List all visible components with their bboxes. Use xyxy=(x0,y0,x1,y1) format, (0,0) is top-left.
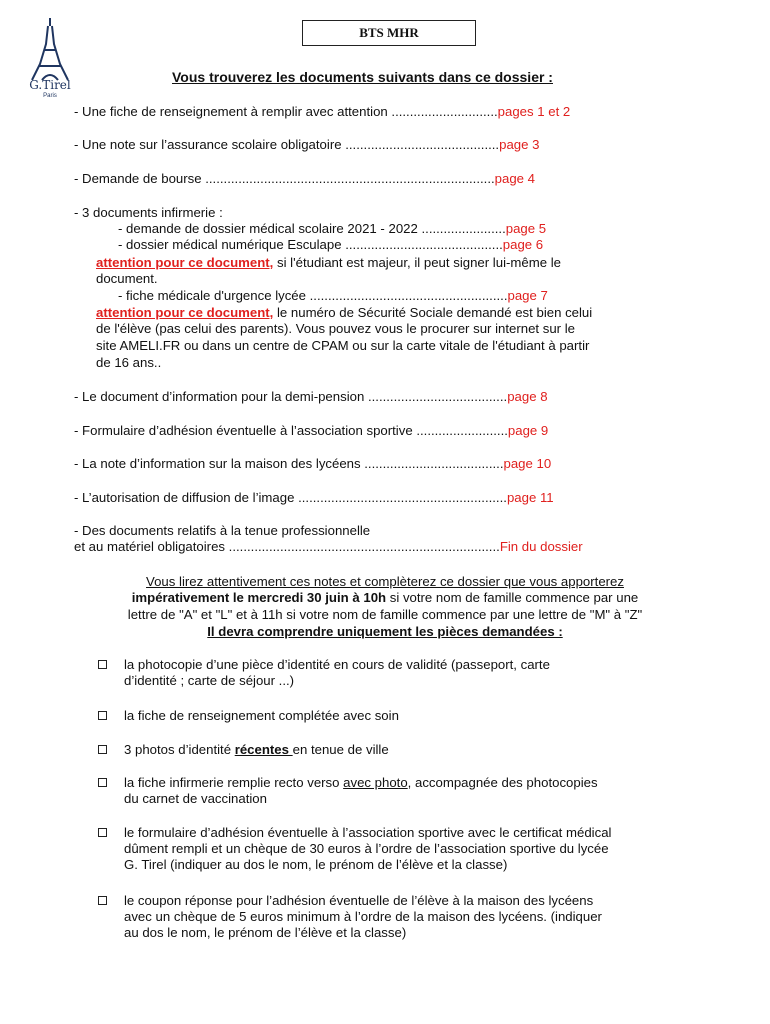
logo-name: G.Tirel xyxy=(29,78,71,92)
checkbox[interactable] xyxy=(98,828,107,837)
list-item: - Le document d’information pour la demi-pension ......................................page 8 xyxy=(74,389,548,404)
checkbox[interactable] xyxy=(98,896,107,905)
attention-note-cont: de 16 ans.. xyxy=(96,355,162,370)
list-subitem: - demande de dossier médical scolaire 2021 - 2022 .......................page 5 xyxy=(118,221,547,236)
attention-note-cont: document. xyxy=(96,271,158,286)
list-item: - Une fiche de renseignement à remplir avec attention .............................pages 1 et 2 xyxy=(74,104,571,119)
instructions-line: lettre de "A" et "L" et à 11h si votre nom de famille commence par une lettre de "M" à "Z" xyxy=(127,607,643,622)
list-item: - 3 documents infirmerie : xyxy=(74,205,223,220)
list-subitem: - dossier médical numérique Esculape ...........................................page 6 xyxy=(118,237,544,252)
attention-note-cont: site AMELI.FR ou dans un centre de CPAM ou sur la carte vitale de l'étudiant à partir xyxy=(96,338,590,353)
instructions-heading: Il devra comprendre uniquement les pièces demandées : xyxy=(207,624,563,639)
checkbox[interactable] xyxy=(98,745,107,754)
list-item: - Demande de bourse ...............................................................................page 4 xyxy=(74,171,536,186)
list-item: - L’autorisation de diffusion de l’image .........................................................page 11 xyxy=(74,490,554,505)
attention-note: attention pour ce document, le numéro de Sécurité Sociale demandé est bien celui xyxy=(96,305,593,320)
list-item: - Des documents relatifs à la tenue professionnelle xyxy=(74,523,371,538)
section-heading: Vous trouverez les documents suivants dans ce dossier : xyxy=(172,69,553,85)
instructions-line: Vous lirez attentivement ces notes et complèterez ce dossier que vous apporterez xyxy=(146,574,624,589)
checkbox[interactable] xyxy=(98,660,107,669)
checkbox[interactable] xyxy=(98,778,107,787)
attention-note-cont: de l'élève (pas celui des parents). Vous pouvez vous le procurer sur internet sur le xyxy=(96,321,575,336)
instructions-line: impérativement le mercredi 30 juin à 10h si votre nom de famille commence par une xyxy=(131,590,639,605)
list-item: - La note d’information sur la maison des lycéens ......................................page 10 xyxy=(74,456,552,471)
checkbox[interactable] xyxy=(98,711,107,720)
list-item: - Formulaire d’adhésion éventuelle à l’association sportive .........................page 9 xyxy=(74,423,549,438)
list-item: - Une note sur l’assurance scolaire obligatoire ..........................................page 3 xyxy=(74,137,540,152)
list-item-cont: et au matériel obligatoires ..........................................................................Fin du dossier xyxy=(74,539,583,554)
list-subitem: - fiche médicale d'urgence lycée ......................................................page 7 xyxy=(118,288,548,303)
logo-city: Paris xyxy=(43,93,57,99)
attention-note: attention pour ce document, si l'étudiant est majeur, il peut signer lui-même le xyxy=(96,255,561,270)
document-title: BTS MHR xyxy=(302,20,476,46)
